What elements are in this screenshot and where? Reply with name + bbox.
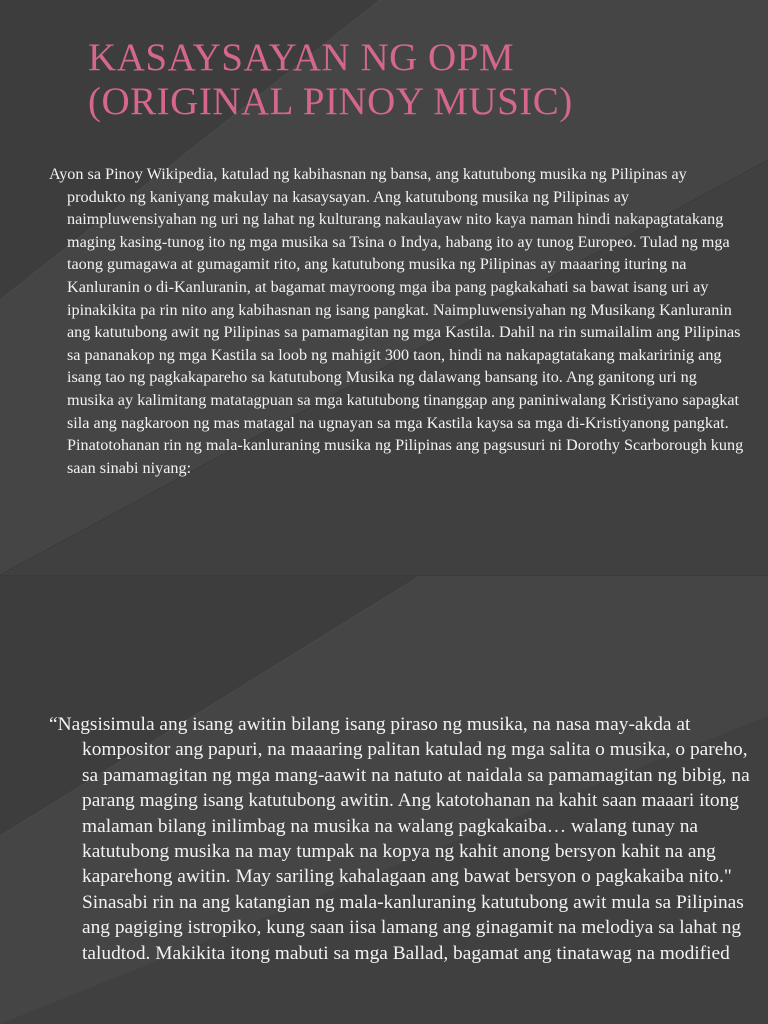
title-line-1: KASAYSAYAN NG OPM [88, 36, 515, 79]
body-paragraph: Ayon sa Pinoy Wikipedia, katulad ng kabihasnan ng bansa, ang katutubong musika ng Pilipinas ay produkto ng kaniyang makulay na kasaysayan. Ang katutubong musika ng Pilipinas ay naimpluwensiyahan ng uri ng lahat ng kulturang nakaulayaw nito kaya naman hindi nakapagtatakang maging kasing-tunog ito ng mga musika sa Tsina o Indya, habang ito ay tunog Europeo. Tulad ng mga taong gumagawa at gumagamit rito, ang katutubong musika ng Pilipinas ay maaaring ituring na Kanluranin o di-Kanluranin, at bagamat mayroong mga iba pang pagkakahati sa bawat isang uri ay ipinakikita pa rin nito ang kabihasnan ng isang pangkat. Naimpluwensiyahan ng Musikang Kanluranin ang katutubong awit ng Pilipinas sa pamamagitan ng mga Kastila. Dahil na rin sumailalim ang Pilipinas sa pananakop ng mga Kastila sa loob ng mahigit 300 taon, hindi na nakapagtatakang makaririnig ang isang tao ng pagkakapareho sa katutubong Musika ng dalawang bansang ito. Ang ganitong uri ng musika ay kalimitang matatagpuan sa mga katutubong tinanggap ang paniniwalang Kristiyano sapagkat sila ang nagkaroon ng mas matagal na ugnayan sa mga Kastila kaysa sa mga di-Kristiyanong pangkat. Pinatotohanan rin ng mala-kanluraning musika ng Pilipinas ang pagsusuri ni Dorothy Scarborough kung saan sinabi niyang: [49, 165, 744, 477]
title-line-2: (ORIGINAL PINOY MUSIC) [88, 80, 573, 123]
slide-title [88, 36, 573, 124]
quote-paragraph: “Nagsisimula ang isang awitin bilang isang piraso ng musika, na nasa may-akda at kompositor ang papuri, na maaaring palitan katulad ng mga salita o musika, o pareho, sa pamamagitan ng mga mang-aawit na natuto at naidala sa pamamagitan ng bibig, na parang maging isang katutubong awitin. Ang katotohanan na kahit saan maaari itong malaman bilang inilimbag na musika na walang pagkakaiba… walang tunay na katutubong musika na may tumpak na kopya ng kahit anong bersyon kahit na ang kaparehong awitin. May sariling kahalagaan ang bawat bersyon o pagkakaiba nito." Sinasabi rin na ang katangian ng mala-kanluraning katutubong awit mula sa Pilipinas ang pagiging istropiko, kung saan iisa lamang ang ginagamit na melodiya sa lahat ng taludtod. Makikita itong mabuti sa mga Ballad, bagamat ang tinatawag na modified [49, 714, 750, 964]
slide-2 [0, 576, 768, 1024]
